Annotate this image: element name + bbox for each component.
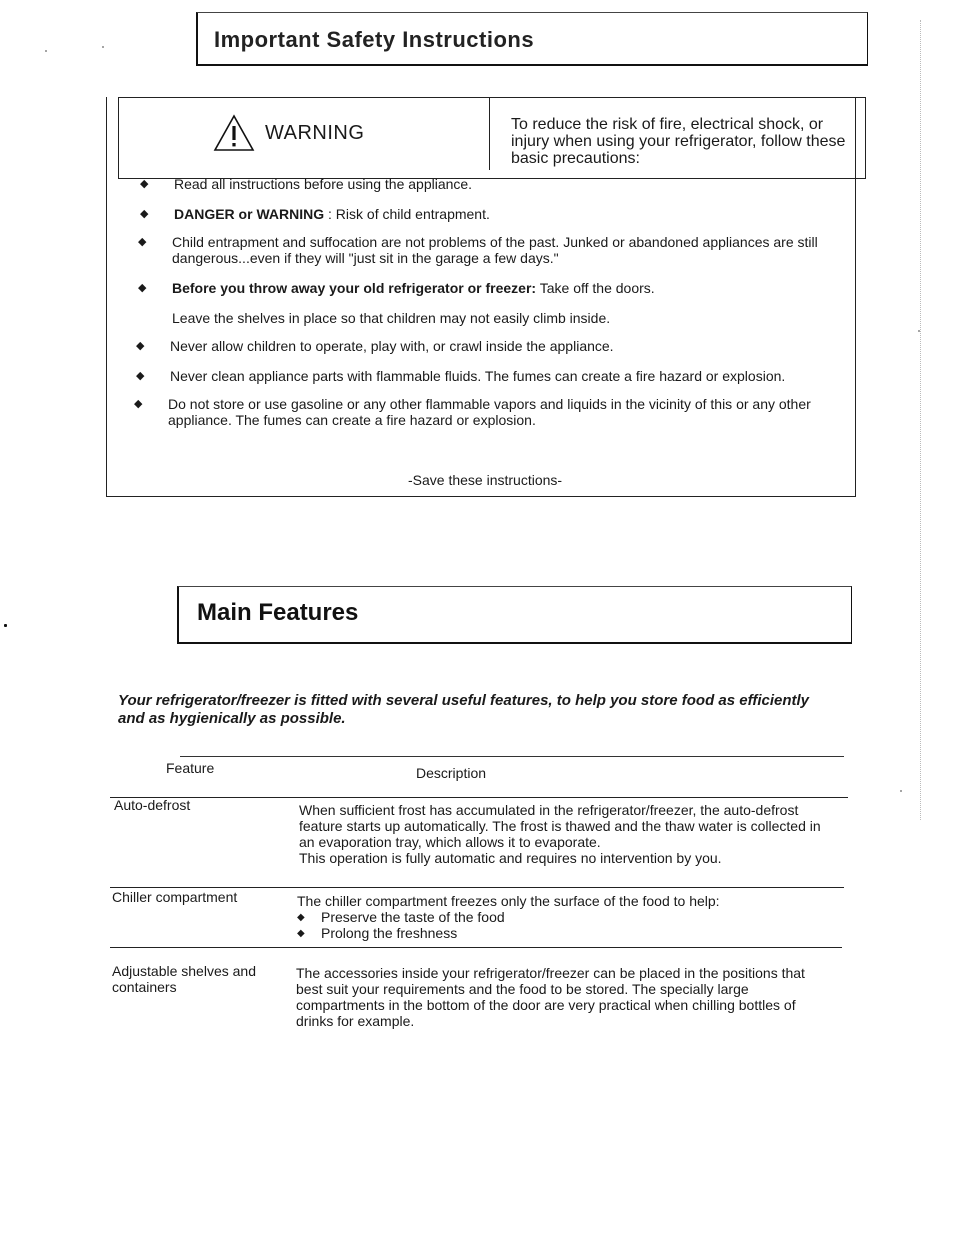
save-instructions-note: -Save these instructions-	[408, 472, 563, 488]
feature-cell: Auto-defrost	[114, 797, 191, 813]
warning-header	[118, 97, 866, 179]
bullet-diamond-icon: ◆	[138, 282, 147, 294]
scan-speck	[45, 50, 47, 52]
warning-label: WARNING	[265, 121, 365, 144]
bullet-diamond-icon: ◆	[140, 178, 149, 190]
bullet-diamond-icon: ◆	[136, 340, 145, 352]
safety-section-header	[196, 12, 868, 66]
description-bullet: ◆ Prolong the freshness	[297, 925, 837, 941]
description-cell: When sufficient frost has accumulated in the refrigerator/freezer, the auto-defrost feature starts up automatically. The frost is thawed and the thaw water is collected in an evaporation tray, which allows it to evaporate. This operation is fully automatic and requires no intervention by you.	[299, 802, 821, 866]
description-bullet: ◆ Preserve the taste of the food	[297, 909, 837, 925]
bullet-text: Leave the shelves in place so that children may not easily climb inside.	[172, 310, 611, 326]
bullet-text: Before you throw away your old refrigerator or freezer: Take off the doors.	[172, 280, 655, 296]
table-header-rule	[110, 797, 848, 798]
warning-triangle-icon	[213, 114, 255, 152]
bullet-text: Never allow children to operate, play with, or crawl inside the appliance.	[170, 338, 614, 354]
description-bullet-list	[297, 909, 837, 941]
description-cell: The accessories inside your refrigerator/freezer can be placed in the positions that best suit your requirements and the food to be stored. The specially large compartments in the bottom of the door are very practical when chilling bottles of drinks for example.	[296, 965, 805, 1029]
bullet-text: Do not store or use gasoline or any other flammable vapors and liquids in the vicinity of this or any other appliance. The fumes can create a fire hazard or explosion.	[168, 396, 811, 428]
scan-speck	[4, 624, 7, 627]
bullet-text: Child entrapment and suffocation are not problems of the past. Junked or abandoned appliances are still dangerous...even if they will "just sit in the garage a few days."	[172, 234, 818, 266]
bullet-text: Never clean appliance parts with flammable fluids. The fumes can create a fire hazard or explosion.	[170, 368, 786, 384]
scan-edge-line	[920, 20, 921, 820]
bullet-diamond-icon: ◆	[134, 398, 143, 410]
bullet-diamond-icon: ◆	[136, 370, 145, 382]
scan-speck	[918, 330, 920, 332]
table-row-rule	[110, 887, 844, 888]
warning-intro-text: To reduce the risk of fire, electrical shock, or injury when using your refrigerator, follow these basic precautions:	[511, 116, 846, 167]
bullet-diamond-icon: ◆	[140, 208, 149, 220]
table-row-rule	[110, 947, 842, 948]
bullet-diamond-icon: ◆	[138, 236, 147, 248]
features-section-header	[177, 586, 852, 644]
table-top-rule	[180, 756, 844, 757]
column-header-feature: Feature	[166, 760, 215, 776]
warning-label-group	[213, 114, 364, 152]
feature-cell: Chiller compartment	[112, 889, 238, 905]
features-intro: Your refrigerator/freezer is fitted with several useful features, to help you store food as efficiently and as hygienically as possible.	[118, 692, 810, 727]
column-header-description: Description	[416, 765, 487, 781]
feature-cell: Adjustable shelves and containers	[112, 963, 256, 995]
bullet-text: Read all instructions before using the appliance.	[174, 176, 473, 192]
bullet-text: DANGER or WARNING : Risk of child entrapment.	[174, 206, 490, 222]
description-cell: The chiller compartment freezes only the surface of the food to help: ◆ Preserve the taste of the food ◆ Prolong the freshness	[297, 893, 837, 941]
scan-speck	[900, 790, 902, 792]
features-section-title: Main Features	[197, 599, 359, 626]
scan-speck	[102, 46, 104, 48]
warning-divider	[489, 98, 490, 170]
safety-section-title: Important Safety Instructions	[214, 27, 535, 52]
